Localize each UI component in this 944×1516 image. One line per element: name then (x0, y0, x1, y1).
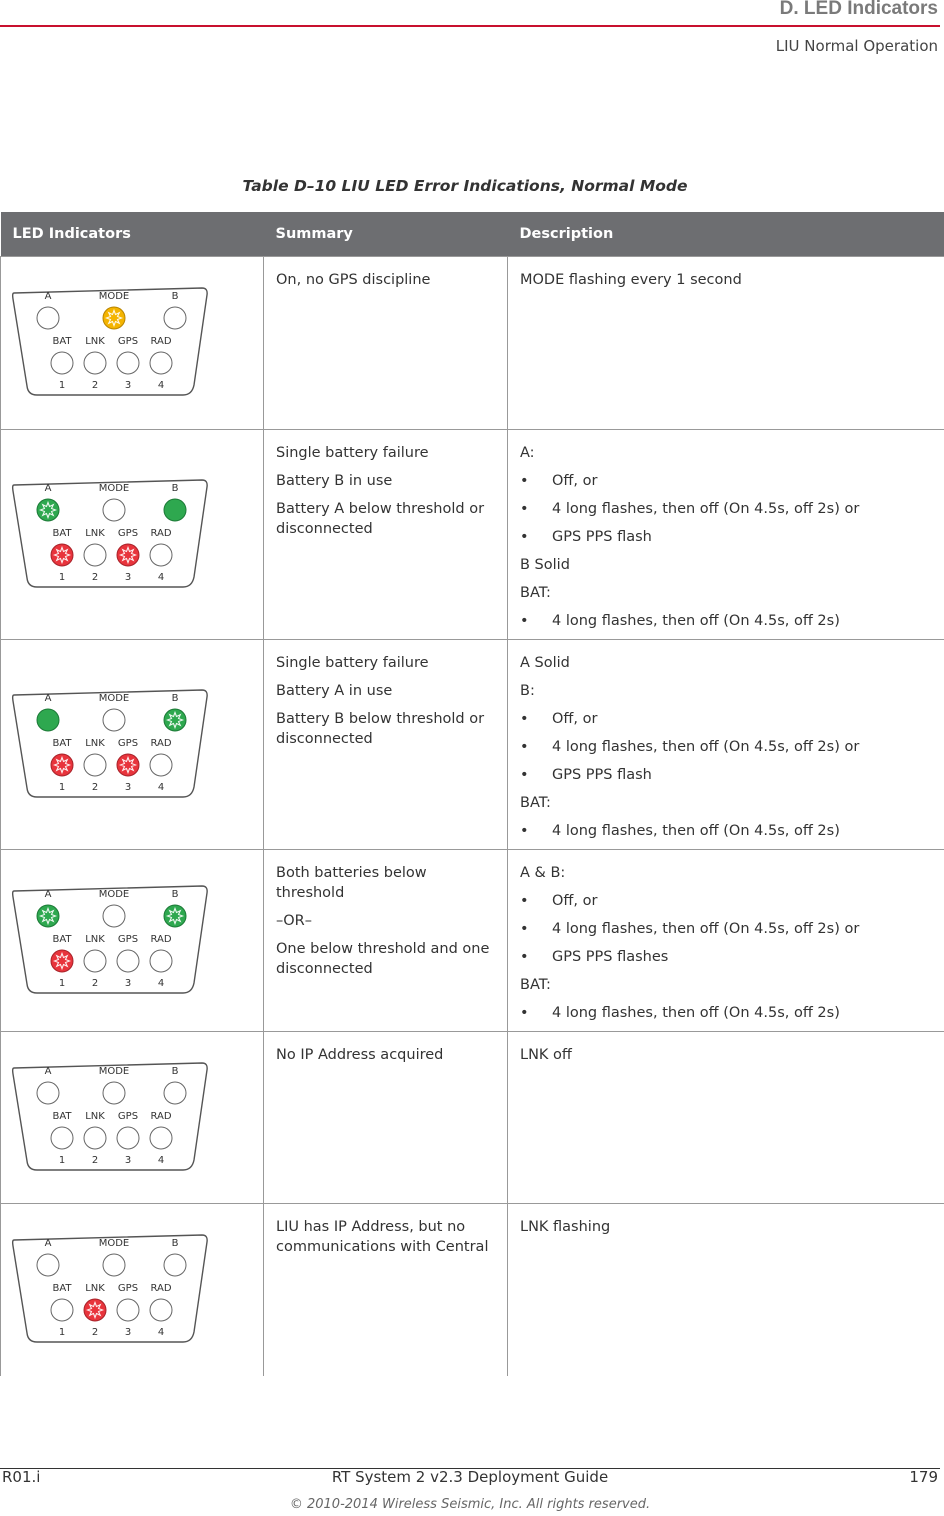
mode-led (103, 1254, 125, 1276)
rad-port-number: 4 (157, 977, 165, 989)
rad-port-number: 4 (157, 1154, 165, 1166)
lnk-led (84, 754, 106, 776)
rad-led (150, 950, 172, 972)
lnk-led-label: LNK (85, 527, 105, 539)
bat-led (51, 1299, 73, 1321)
a-led (37, 709, 59, 731)
gps-led-label: GPS (117, 737, 139, 749)
led-panel (11, 1232, 211, 1348)
b-led-label: B (171, 482, 179, 494)
gps-led-label: GPS (117, 1282, 139, 1294)
lnk-led (84, 1127, 106, 1149)
summary-cell (264, 1032, 508, 1204)
table-header-row (1, 212, 944, 257)
description-bullet: • GPS PPS flashes (520, 947, 932, 967)
bat-led-label: BAT (52, 336, 72, 347)
gps-port-number: 3 (124, 781, 132, 793)
description-bullet: • 4 long flashes, then off (On 4.5s, off 2s) (520, 1003, 932, 1023)
lnk-port-number: 2 (91, 1326, 99, 1338)
description-line: LNK off (520, 1047, 572, 1063)
gps-port-number: 3 (124, 1154, 132, 1166)
b-led-label: B (171, 1237, 179, 1249)
table-row (1, 1204, 944, 1376)
led-panel (11, 285, 211, 401)
b-led (164, 499, 186, 521)
table-row (1, 430, 944, 640)
mode-led-label: MODE (98, 482, 130, 494)
gps-port-number: 3 (124, 1326, 132, 1338)
rad-led (150, 352, 172, 374)
header-rule (0, 25, 940, 27)
a-led-label: A (44, 482, 52, 494)
description-bullet: • 4 long flashes, then off (On 4.5s, off 2s) or (520, 737, 932, 757)
description-cell (508, 850, 944, 1032)
bat-port-number: 1 (58, 380, 66, 391)
rad-led-label: RAD (150, 933, 172, 945)
description-cell (508, 1032, 944, 1204)
summary-line: Single battery failure (276, 445, 429, 461)
footer-page-number: 179 (909, 1468, 938, 1486)
rad-led (150, 1127, 172, 1149)
lnk-led-label: LNK (85, 1282, 105, 1294)
bat-led-label: BAT (52, 1110, 72, 1122)
connector-outline (13, 886, 207, 993)
led-indicator-cell (1, 1204, 264, 1376)
mode-led-label: MODE (98, 888, 130, 900)
bat-led-label: BAT (52, 1282, 72, 1294)
a-led-label: A (44, 1237, 52, 1249)
summary-cell (264, 640, 508, 850)
rad-led (150, 544, 172, 566)
led-indicator-cell (1, 850, 264, 1032)
description-cell (508, 640, 944, 850)
table-row (1, 257, 944, 430)
description-line: B: (520, 683, 535, 699)
description-bullet: • 4 long flashes, then off (On 4.5s, off 2s) or (520, 919, 932, 939)
lnk-led (84, 950, 106, 972)
column-header-led-indicators: LED Indicators (1, 212, 264, 257)
description-line: BAT: (520, 795, 551, 811)
mode-led-label: MODE (98, 692, 130, 704)
description-line: MODE flashing every 1 second (520, 272, 742, 288)
description-bullet: • Off, or (520, 471, 932, 491)
lnk-port-number: 2 (91, 977, 99, 989)
description-bullet: • GPS PPS flash (520, 527, 932, 547)
bat-led (51, 352, 73, 374)
summary-line: Battery B below threshold or disconnected (276, 711, 485, 747)
rad-port-number: 4 (157, 781, 165, 793)
lnk-led-label: LNK (85, 737, 105, 749)
gps-port-number: 3 (124, 380, 132, 391)
lnk-port-number: 2 (91, 571, 99, 583)
connector-outline (13, 288, 207, 395)
table-caption: Table D–10 LIU LED Error Indications, Normal Mode (242, 177, 688, 195)
bat-led (51, 1127, 73, 1149)
gps-led (117, 352, 139, 374)
rad-port-number: 4 (157, 380, 165, 391)
led-indicator-cell (1, 430, 264, 640)
rad-port-number: 4 (157, 571, 165, 583)
connector-outline (13, 690, 207, 797)
description-line: A Solid (520, 655, 570, 671)
bat-port-number: 1 (58, 571, 66, 583)
description-line: B Solid (520, 557, 570, 573)
summary-line: One below threshold and one disconnected (276, 941, 490, 977)
led-indicator-cell (1, 1032, 264, 1204)
bat-port-number: 1 (58, 781, 66, 793)
gps-port-number: 3 (124, 977, 132, 989)
table-row (1, 640, 944, 850)
summary-line: Battery A below threshold or disconnected (276, 501, 485, 537)
a-led (37, 1082, 59, 1104)
summary-cell (264, 850, 508, 1032)
gps-led-label: GPS (117, 1110, 139, 1122)
connector-outline (13, 1235, 207, 1342)
gps-led-label: GPS (117, 933, 139, 945)
b-led (164, 1082, 186, 1104)
a-led-label: A (44, 291, 52, 302)
led-panel (11, 883, 211, 999)
b-led (164, 307, 186, 329)
summary-line: Both batteries below threshold (276, 865, 427, 901)
bat-led-label: BAT (52, 933, 72, 945)
chapter-title: D. LED Indicators (779, 0, 938, 19)
rad-led-label: RAD (150, 1110, 172, 1122)
bat-port-number: 1 (58, 977, 66, 989)
column-header-summary: Summary (264, 212, 508, 257)
summary-cell (264, 430, 508, 640)
description-bullet: • 4 long flashes, then off (On 4.5s, off 2s) (520, 821, 932, 841)
rad-led-label: RAD (150, 336, 172, 347)
rad-led (150, 754, 172, 776)
b-led-label: B (171, 1065, 179, 1077)
summary-line: –OR– (276, 913, 312, 929)
lnk-port-number: 2 (91, 1154, 99, 1166)
description-bullet: • 4 long flashes, then off (On 4.5s, off 2s) or (520, 499, 932, 519)
a-led (37, 307, 59, 329)
mode-led (103, 905, 125, 927)
a-led-label: A (44, 692, 52, 704)
connector-outline (13, 1063, 207, 1170)
footer-doc-title: RT System 2 v2.3 Deployment Guide (331, 1468, 609, 1486)
section-title: LIU Normal Operation (775, 37, 938, 55)
gps-led-label: GPS (117, 336, 139, 347)
mode-led (103, 709, 125, 731)
summary-line: Single battery failure (276, 655, 429, 671)
summary-line: LIU has IP Address, but no communications with Central (276, 1219, 489, 1255)
lnk-led-label: LNK (85, 1110, 105, 1122)
rad-port-number: 4 (157, 1326, 165, 1338)
table-row (1, 1032, 944, 1204)
lnk-led-label: LNK (85, 336, 105, 347)
led-indicator-cell (1, 640, 264, 850)
footer-copyright: © 2010-2014 Wireless Seismic, Inc. All rights reserved. (289, 1497, 651, 1512)
mode-led (103, 499, 125, 521)
mode-led-label: MODE (98, 1237, 130, 1249)
table-row (1, 850, 944, 1032)
b-led-label: B (171, 888, 179, 900)
description-line: A & B: (520, 865, 566, 881)
bat-led-label: BAT (52, 737, 72, 749)
b-led-label: B (171, 692, 179, 704)
mode-led-label: MODE (98, 291, 130, 302)
rad-led-label: RAD (150, 737, 172, 749)
description-bullet: • 4 long flashes, then off (On 4.5s, off 2s) (520, 611, 932, 631)
led-indicator-cell (1, 257, 264, 430)
led-panel (11, 687, 211, 803)
bat-led-label: BAT (52, 527, 72, 539)
summary-line: Battery A in use (276, 683, 393, 699)
gps-led-label: GPS (117, 527, 139, 539)
summary-line: Battery B in use (276, 473, 393, 489)
rad-led-label: RAD (150, 1282, 172, 1294)
gps-led (117, 1299, 139, 1321)
gps-led (117, 950, 139, 972)
b-led (164, 1254, 186, 1276)
description-line: BAT: (520, 585, 551, 601)
lnk-port-number: 2 (91, 380, 99, 391)
mode-led (103, 1082, 125, 1104)
connector-outline (13, 480, 207, 587)
description-cell (508, 1204, 944, 1376)
description-cell (508, 430, 944, 640)
description-line: BAT: (520, 977, 551, 993)
lnk-led-label: LNK (85, 933, 105, 945)
rad-led (150, 1299, 172, 1321)
summary-cell (264, 1204, 508, 1376)
description-cell (508, 257, 944, 430)
footer-revision: R01.i (2, 1468, 41, 1486)
summary-line: No IP Address acquired (276, 1047, 444, 1063)
description-bullet: • Off, or (520, 891, 932, 911)
a-led (37, 1254, 59, 1276)
lnk-port-number: 2 (91, 781, 99, 793)
b-led-label: B (171, 291, 179, 302)
description-line: LNK flashing (520, 1219, 611, 1235)
lnk-led (84, 544, 106, 566)
summary-cell (264, 257, 508, 430)
description-bullet: • Off, or (520, 709, 932, 729)
led-panel (11, 477, 211, 593)
bat-port-number: 1 (58, 1154, 66, 1166)
led-panel (11, 1060, 211, 1176)
column-header-description: Description (508, 212, 944, 257)
a-led-label: A (44, 888, 52, 900)
a-led-label: A (44, 1065, 52, 1077)
bat-port-number: 1 (58, 1326, 66, 1338)
gps-led (117, 1127, 139, 1149)
rad-led-label: RAD (150, 527, 172, 539)
description-line: A: (520, 445, 535, 461)
gps-port-number: 3 (124, 571, 132, 583)
summary-line: On, no GPS discipline (276, 272, 431, 288)
table-body (1, 257, 944, 1376)
mode-led-label: MODE (98, 1065, 130, 1077)
lnk-led (84, 352, 106, 374)
description-bullet: • GPS PPS flash (520, 765, 932, 785)
led-table (0, 212, 944, 1376)
